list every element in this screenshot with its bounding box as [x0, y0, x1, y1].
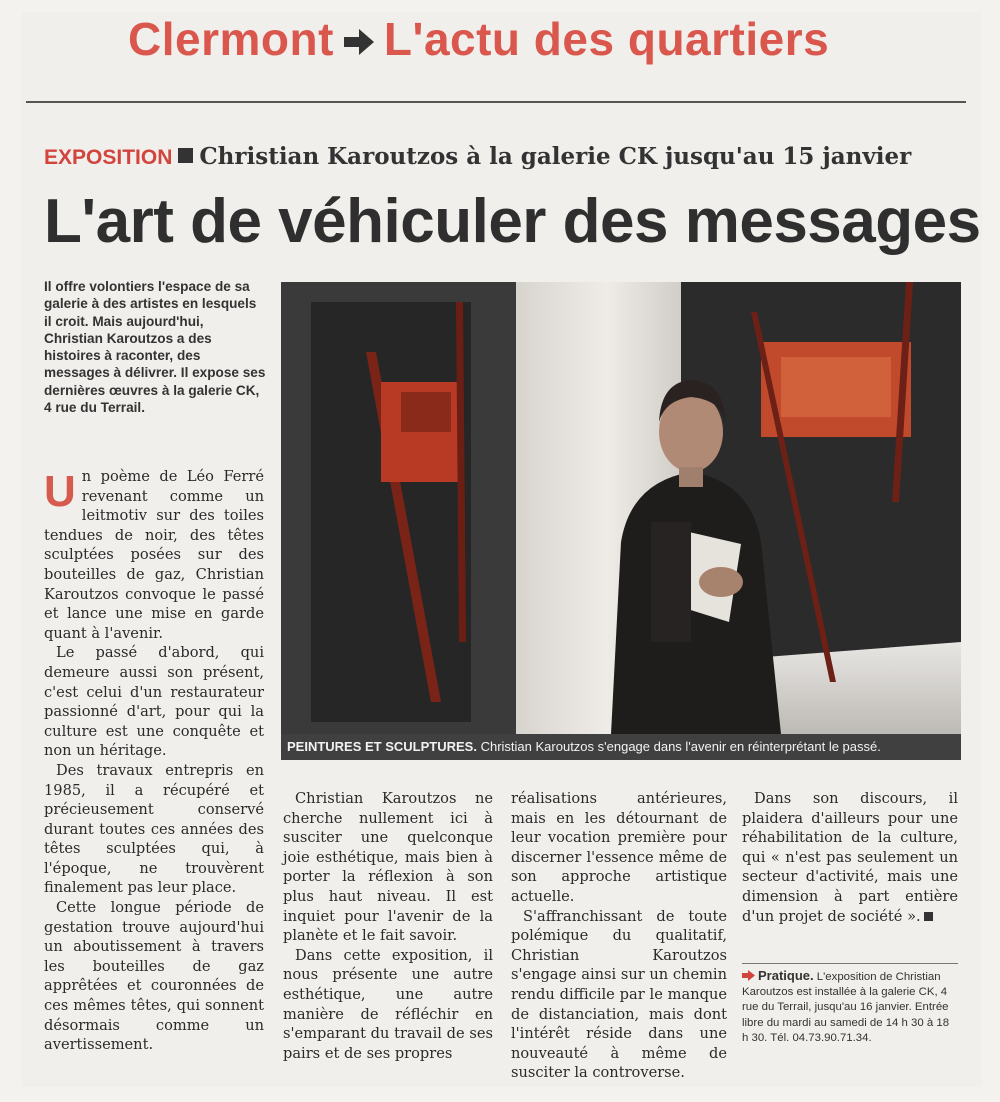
pratique-box: [742, 968, 958, 1046]
square-bullet-icon: [178, 148, 193, 163]
pratique-text: L'exposition de Christian Karoutzos est installée à la galerie CK, 4 rue du Terrail, jusqu'au 16 janvier. Entrée libre du mardi au samedi de 14 h 30 à 18 h 30. Tél. 04.73.90.71.34.: [742, 971, 950, 1044]
caption-text: Christian Karoutzos s'engage dans l'avenir en réinterprétant le passé.: [480, 739, 881, 754]
article-lead: Il offre volontiers l'espace de sa galerie à des artistes en lesquels il croit. Mais aujourd'hui, Christian Karoutzos a des histoires à raconter, des messages à délivrer. Il expose ses dernières œuvres à la galerie CK, 4 rue du Terrail.: [44, 279, 266, 416]
paragraph: [742, 789, 958, 926]
end-mark-icon: [924, 912, 933, 921]
paragraph: Le passé d'abord, qui demeure aussi son présent, c'est celui d'un restaurateur passionné d'art, pour qui la culture est une conquête et non un héritage.: [44, 644, 264, 760]
paragraph-text: Dans son discours, il plaidera d'ailleurs pour une réhabilitation de la culture, qui « n'est pas seulement un secteur d'activité, mais une dimension à part entière d'un projet de société ».: [742, 790, 958, 925]
article-headline: L'art de véhiculer des messages: [44, 187, 981, 256]
paragraph: Christian Karoutzos ne cherche nullement ici à susciter une quelconque joie esthétique, mais bien à porter la réflexion à son plus haut niveau. Il est inquiet pour l'avenir de la planète et le fait savoir.: [283, 790, 493, 945]
drop-cap: U: [44, 467, 76, 516]
pratique-label: Pratique.: [758, 968, 814, 983]
red-arrow-icon: [742, 970, 755, 981]
paragraph: [44, 467, 264, 643]
article-column-2: [283, 789, 493, 1063]
article-column-3: [511, 789, 727, 1083]
header-city: Clermont: [128, 13, 334, 65]
header-section: L'actu des quartiers: [383, 13, 830, 65]
article-subtitle-text: Christian Karoutzos à la galerie CK jusqu'au 15 janvier: [199, 143, 912, 170]
caption-label: PEINTURES ET SCULPTURES.: [287, 739, 477, 754]
article-photo: [281, 282, 961, 734]
article-kicker: EXPOSITION: [44, 146, 173, 169]
paragraph: Dans cette exposition, il nous présente une autre esthétique, une autre manière de réfléchir en s'emparant du travail de ses pairs et de ses propres: [283, 946, 493, 1062]
header-divider: [26, 101, 966, 103]
photo-caption: [281, 734, 961, 760]
paragraph: S'affranchissant de toute polémique du qualitatif, Christian Karoutzos s'engage ainsi sur un chemin rendu difficile par le manque de distanciation, mais dont l'intérêt réside dans une nouveauté à même de susciter la controverse.: [511, 907, 727, 1082]
article-subtitle: [44, 143, 911, 170]
article-column-1: [44, 467, 264, 1055]
photo-artist-in-gallery: [281, 282, 961, 734]
paragraph-text: n poème de Léo Ferré revenant comme un leitmotiv sur des toiles tendues de noir, des têtes sculptées posées sur des bouteilles de gaz, Christian Karoutzos convoque le passé et lance une mise en garde quant à l'avenir.: [44, 468, 264, 642]
pratique-divider: [742, 963, 958, 964]
article-column-4: [742, 789, 958, 926]
paragraph: Des travaux entrepris en 1985, il a récupéré et précieusement conservé durant toutes ces années des têtes sculptées qui, à l'époque, ne trouvèrent finalement pas leur place.: [44, 761, 264, 897]
page-header: [128, 12, 829, 66]
arrow-right-icon: [342, 26, 376, 58]
paragraph: Cette longue période de gestation trouve aujourd'hui un aboutissement à travers les bouteilles de gaz apprêtées et couronnées de ces mêmes têtes, qui sonnent désormais comme un avertissement.: [44, 899, 264, 1054]
paragraph: réalisations antérieures, mais en les détournant de leur vocation première pour discerner l'essence même de son approche artistique actuelle.: [511, 790, 727, 905]
